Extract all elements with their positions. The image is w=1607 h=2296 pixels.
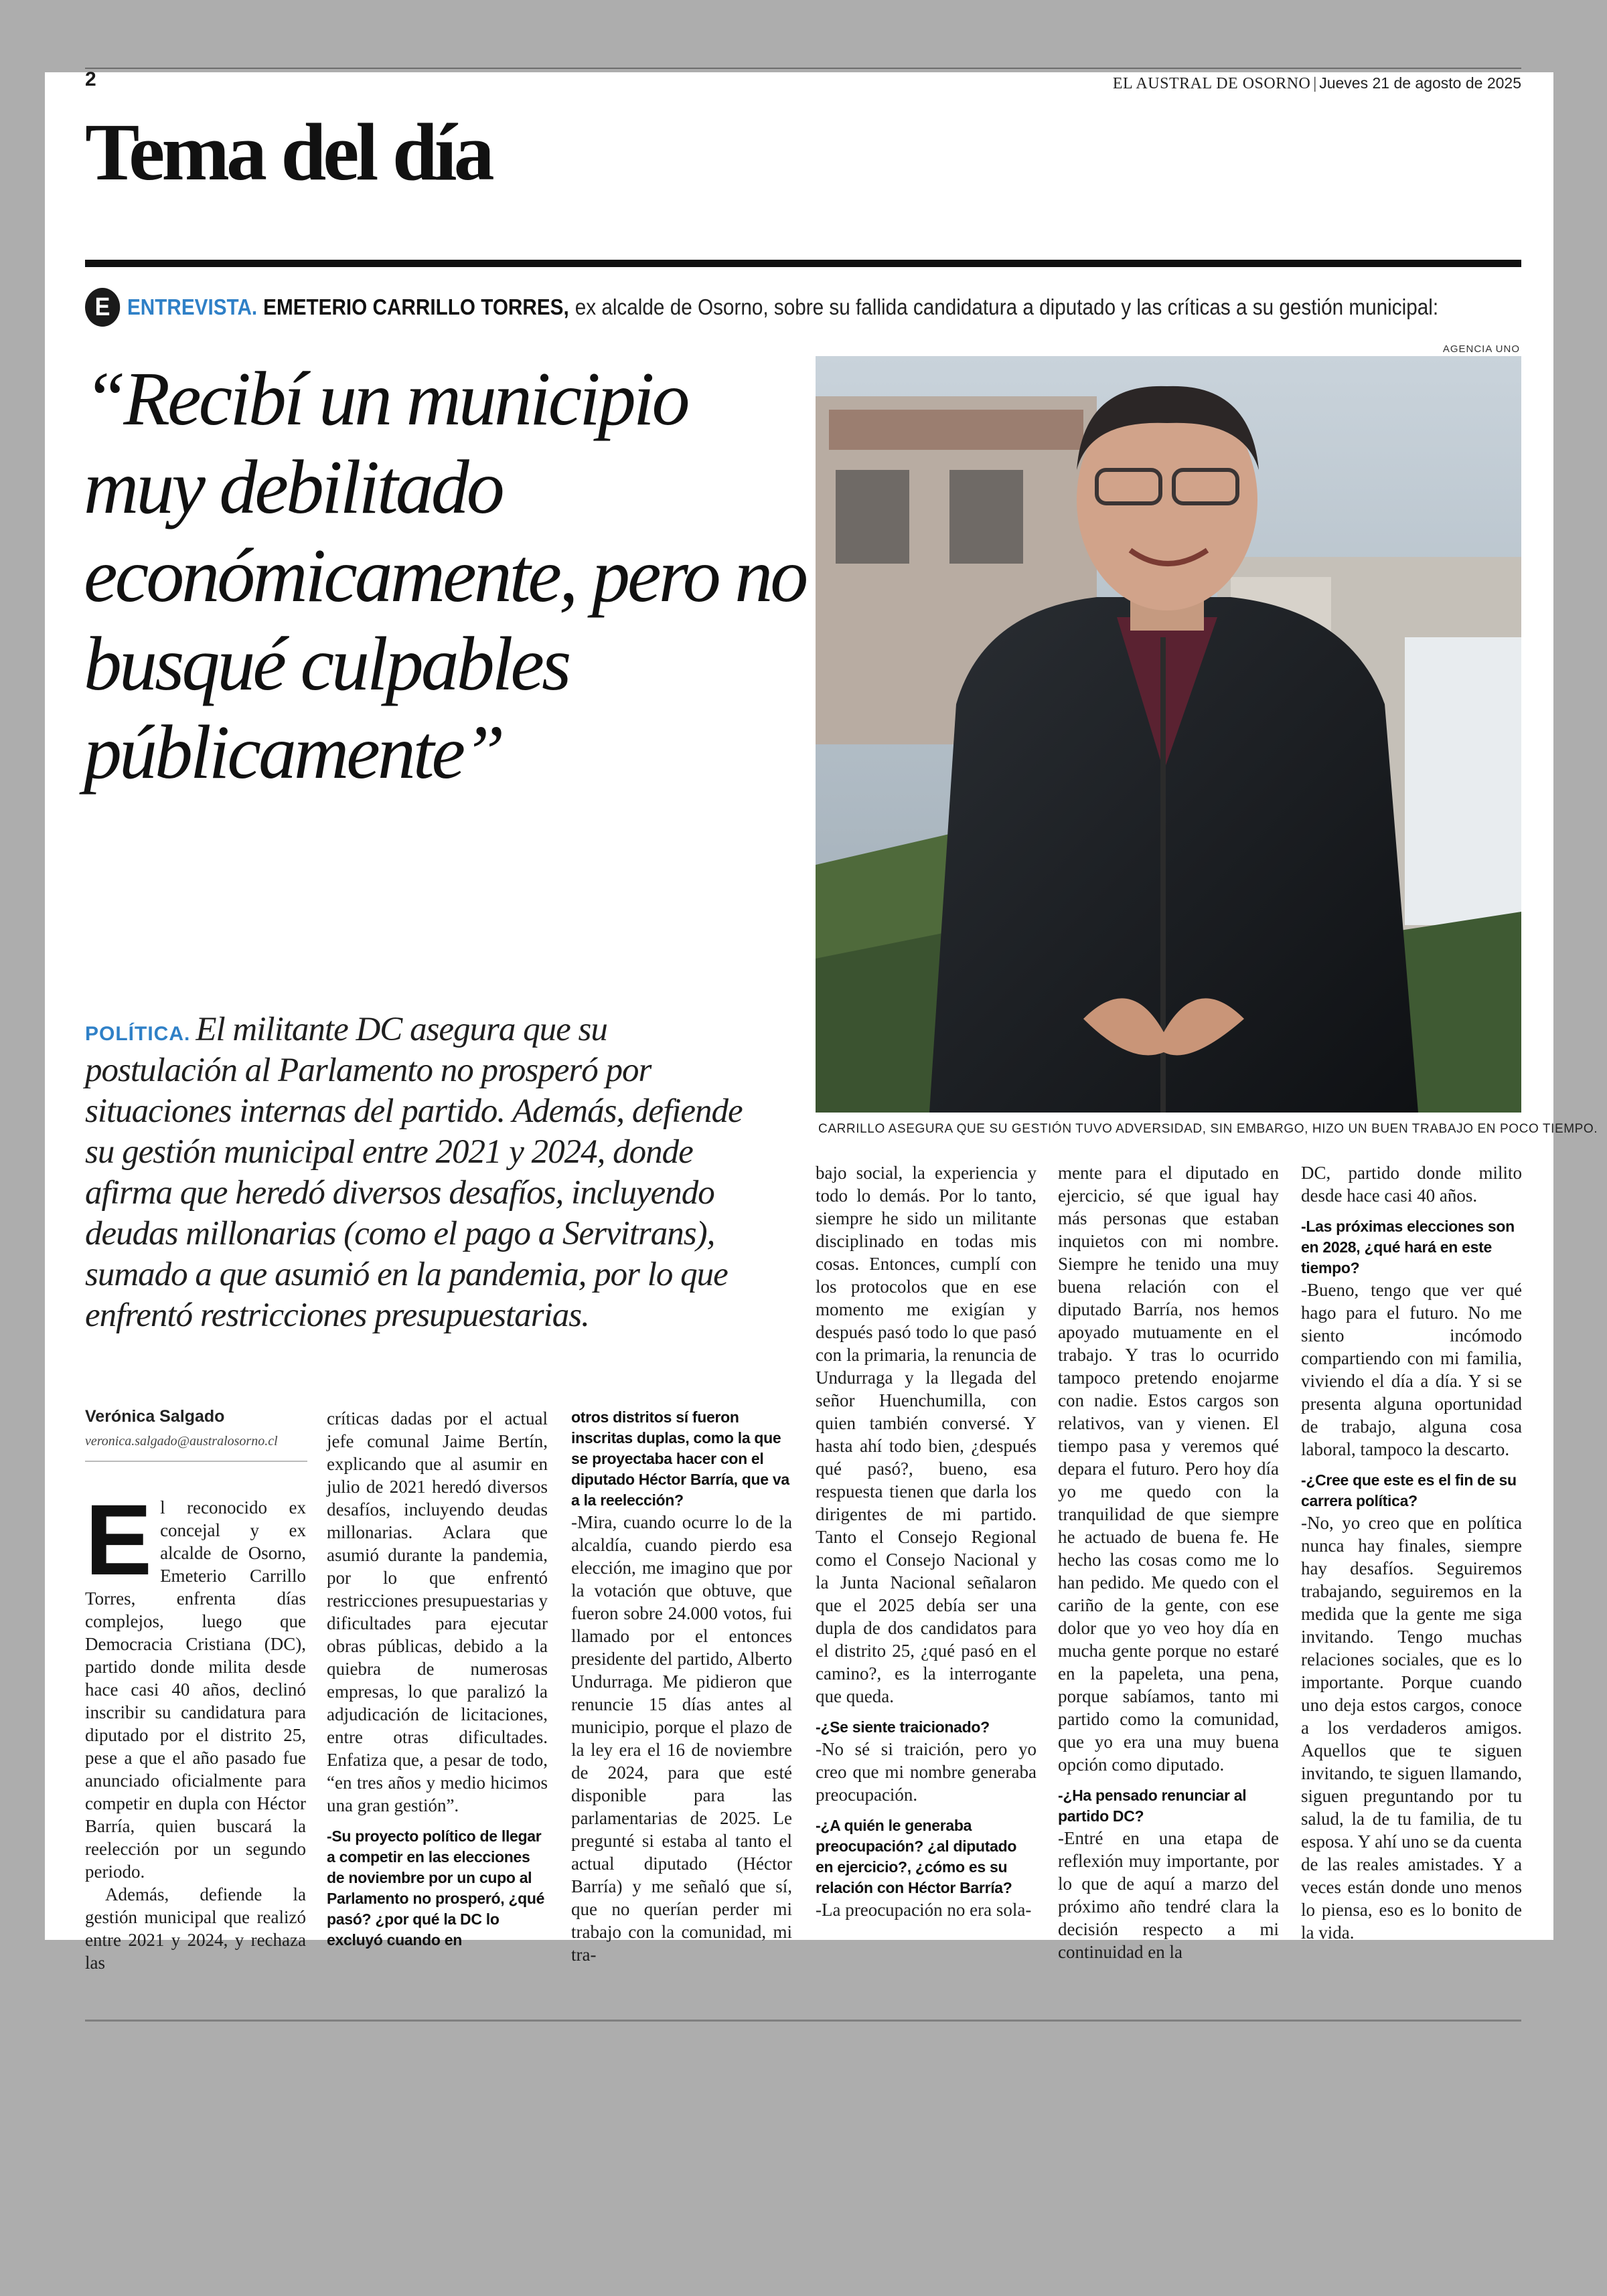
photo-credit: AGENCIA UNO [1442,343,1520,355]
interview-question: -¿Ha pensado renunciar al partido DC? [1058,1787,1247,1825]
interview-question: otros distritos sí fueron inscritas duplas, como la que se proyectaba hacer con el diputado Héctor Barría, que va a la reelección? [571,1408,789,1509]
section-rule [85,260,1521,267]
interview-answer: -La preocupación no era sola- [816,1900,1032,1920]
body-column-3 [571,1407,792,1966]
interview-question: -Las próximas elecciones son en 2028, ¿qué hará en este tiempo? [1301,1218,1515,1277]
interviewee-photo [816,356,1521,1113]
interview-question: -¿A quién le generaba preocupación? ¿al diputado en ejercicio?, ¿cómo es su relación con Héctor Barría? [816,1817,1017,1896]
paragraph-text: l reconocido ex concejal y ex alcalde de Osorno, Emeterio Carrillo Torres, enfrenta días complejos, luego que Democracia Cristiana (DC), partido donde milita desde hace casi 40 años, declinó inscribir su candidatura para diputado por el distrito 25, pese a que el año pasado fue anunciado oficialmente para competir en dupla con Héctor Barría, quien buscará la reelección por un segundo periodo. [85,1497,306,1882]
lead-tag: POLÍTICA. [85,1023,191,1045]
masthead-separator: | [1313,75,1317,92]
interview-answer: bajo social, la experiencia y todo lo demás. Por lo tanto, siempre he sido un militante disciplinado en todas mis cosas. Entonces, cumplí con los protocolos que en ese momento me exigían y después pasó todo lo que pasó con la primaria, la renuncia de Undurraga y la llegada del señor Huenchumilla, con quien también conversé. Y hasta ahí todo bien, ¿después qué pasó?, bueno, esa respuesta tienen que darla los dirigentes de mi partido. Tanto el Consejo Regional como el Consejo Nacional y la Junta Nacional señalaron que el 2025 debía ser una dupla de dos candidatos para el distrito 25, ¿qué pasó en el camino?, es la interrogante que queda. [816,1163,1037,1706]
author-name: Verónica Salgado [85,1407,225,1426]
body-column-5 [1058,1161,1279,1963]
photo-illustration [816,356,1521,1113]
body-column-1 [85,1483,306,1974]
interview-badge-icon: E [85,288,120,327]
publication-date: Jueves 21 de agosto de 2025 [1319,74,1521,92]
body-column-6 [1301,1161,1522,1944]
headline: “Recibí un municipio muy debilitado económicamente, pero no busqué culpables públicamente” [84,356,806,795]
body-column-2 [327,1407,548,1951]
interview-answer: -No, yo creo que en política nunca hay finales, siempre hay desafíos. Seguiremos trabajando, seguiremos en la medida que la gente me siga invitando. Tengo muchas relaciones sociales, que es lo importante. Porque cuando uno deja estos cargos, conoce a los verdaderos amigos. Aquellos que te siguen invitando, te siguen llamando, siguen preguntando por tu salud, la de tu familia, de tu esposa. Y ahí uno se da cuenta de las reales amistades. Y a veces están donde uno menos lo piensa, eso es lo bonito de la vida. [1301,1513,1522,1943]
newspaper-name: EL AUSTRAL DE OSORNO [1112,75,1311,92]
kicker-name: EMETERIO CARRILLO TORRES, [263,295,569,319]
lead-summary [85,1009,755,1336]
interview-answer: -No sé si traición, pero yo creo que mi nombre generaba preocupación. [816,1739,1037,1805]
bottom-edge-rule [85,2020,1521,2022]
top-edge-rule [85,68,1521,69]
photo-caption: CARRILLO ASEGURA QUE SU GESTIÓN TUVO ADVERSIDAD, SIN EMBARGO, HIZO UN BUEN TRABAJO EN POCO TIEMPO. [818,1122,1598,1136]
body-paragraph [85,1483,306,1883]
interview-kicker [85,286,1438,328]
byline-rule [85,1461,307,1462]
interview-answer: -Bueno, tengo que ver qué hago para el futuro. No me siento incómodo compartiendo con mi familia, viviendo el día a día. Y si se presenta alguna oportunidad de trabajo, alguna cosa laboral, tampoco la descarto. [1301,1280,1522,1459]
lead-text: El militante DC asegura que su postulación al Parlamento no prosperó por situaciones internas del partido. Además, defiende su gestión municipal entre 2021 y 2024, donde afirma que heredó diversos desafíos, incluyendo deudas millonarias (como el pago a Servitrans), sumado a que asumió en la pandemia, por lo que enfrentó restricciones presupuestarias. [85,1011,743,1334]
drop-cap: E [85,1483,153,1596]
kicker-label: ENTREVISTA. [127,295,258,319]
body-column-4 [816,1161,1037,1921]
interview-question: -¿Cree que este es el fin de su carrera política? [1301,1471,1517,1509]
body-paragraph: Además, defiende la gestión municipal que realizó entre 2021 y 2024, y rechaza las [85,1884,306,1973]
interview-answer: -Mira, cuando ocurre lo de la alcaldía, cuando pierdo esa elección, me imagino que por la votación que obtuve, que fueron sobre 24.000 votos, fui llamado por el entonces presidente del partido, Alberto Undurraga. Me pidieron que renuncie 15 días antes al municipio, porque el plazo de la ley era el 16 de noviembre de 2024, para que esté disponible para las parlamentarias de 2025. Le pregunté si estaba al tanto el actual diputado (Héctor Barría) y me señaló que sí, que no querían perder mi trabajo con la comunidad, mi tra- [571,1512,792,1965]
interview-answer: DC, partido donde milito desde hace casi 40 años. [1301,1163,1522,1206]
section-title: Tema del día [85,107,491,197]
interview-answer: mente para el diputado en ejercicio, sé que igual hay más personas que estaban inquietos con mi nombre. Siempre he tenido una muy buena relación con el diputado Barría, nos hemos apoyado mutuamente en el trabajo. Y tras lo ocurrido tampoco pretendo enojarme con nadie. Estos cargos son relativos, van y vienen. El tiempo pasa y veremos qué depara el futuro. Pero hoy día yo me quedo con la tranquilidad de que siempre he actuado de buena fe. He hecho las cosas como me lo han pedido. Me quedo con el cariño de la gente, con ese dolor que yo veo hoy día en mucha gente porque no estaré en la papeleta, una pena, porque sabíamos, tanto mi partido como la comunidad, que yo era una muy buena opción como diputado. [1058,1163,1279,1775]
body-paragraph: críticas dadas por el actual jefe comunal Jaime Bertín, explicando que al asumir en julio de 2021 heredó diversos desafíos, incluyendo deudas millonarias. Aclara que asumió durante la pandemia, por lo que enfrentó restricciones presupuestarias y dificultades para ejecutar obras públicas, debido a la quiebra de numerosas empresas, lo que paralizó la adjudicación de licitaciones, entre otras dificultades. Enfatiza que, a pesar de todo, “en tres años y medio hicimos una gran gestión”. [327,1408,548,1815]
interview-question: -Su proyecto político de llegar a competir en las elecciones de noviembre por un cupo al Parlamento no prosperó, ¿qué pasó? ¿por qué la DC lo excluyó cuando en [327,1827,545,1949]
page-number: 2 [85,68,96,90]
interview-answer: -Entré en una etapa de reflexión muy importante, por lo que de aquí a marzo del próximo año tendré clara la decisión respecto a mi continuidad en la [1058,1828,1279,1962]
masthead [1113,74,1521,93]
author-email: veronica.salgado@australosorno.cl [85,1434,278,1449]
kicker-text: ex alcalde de Osorno, sobre su fallida candidatura a diputado y las críticas a su gestión municipal: [575,295,1439,319]
interview-question: -¿Se siente traicionado? [816,1718,990,1736]
